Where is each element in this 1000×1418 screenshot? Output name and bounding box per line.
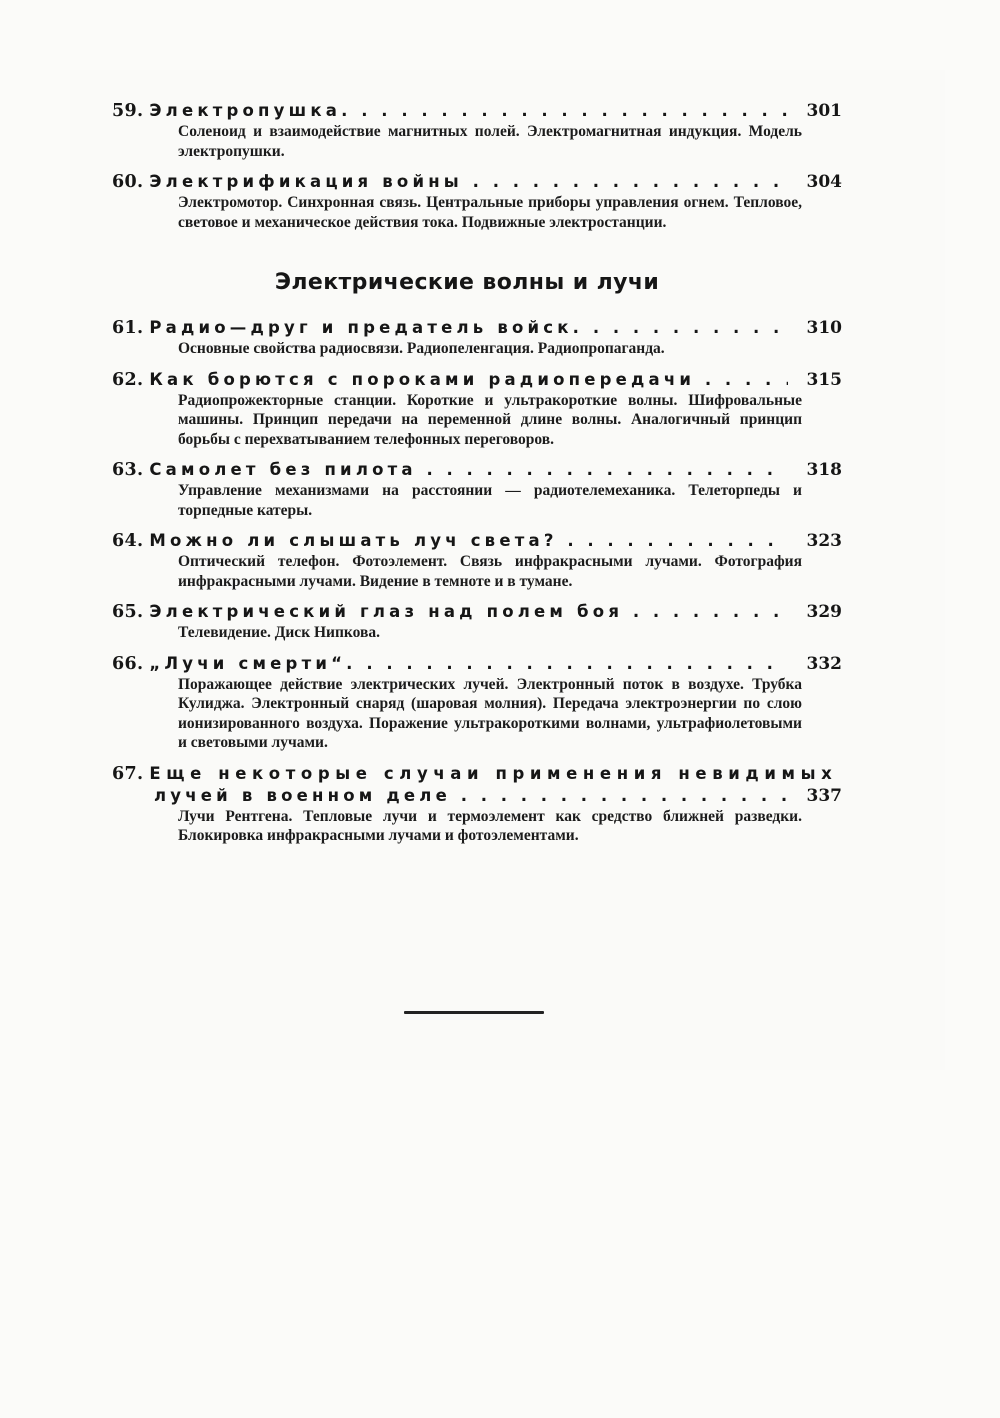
entry-number: 60. [112, 172, 144, 192]
entry-page-number: 337 [806, 785, 842, 806]
entry-title[interactable]: Электрический глаз над полем боя . . . [149, 601, 788, 623]
entry-number: 61. [112, 318, 144, 338]
entry-description: Поражающее действие электрических лучей. Электронный поток в воздухе. Трубка Кулиджа. Электронный снаряд (шаровая молния). Передача электроэнергии по слою ионизированного воздуха. Поражение ультракороткими волнами, ультрафиолетовыми и световыми лучами. [178, 675, 802, 751]
entry-title-line-2[interactable]: лучей в военном деле . . . [154, 785, 788, 807]
toc-entry-heading [112, 317, 842, 339]
toc-entry-heading [112, 530, 842, 552]
entry-title[interactable]: Электропушка. . . . [149, 100, 788, 122]
toc-entry-heading [112, 601, 842, 623]
toc-entry-60 [112, 171, 842, 232]
entry-page-number: 301 [806, 101, 842, 121]
toc-entry-66 [112, 653, 842, 753]
entry-number: 66. [112, 653, 144, 674]
entry-page-number: 310 [806, 318, 842, 338]
entry-page-number: 315 [806, 369, 842, 390]
entry-description: Основные свойства радиосвязи. Радиопеленгация. Радиопропаганда. [178, 340, 665, 357]
entry-description: Телевидение. Диск Нипкова. [178, 624, 380, 641]
toc-entry-heading [112, 369, 842, 391]
toc-entry-61 [112, 317, 842, 359]
toc-entry-65 [112, 601, 842, 643]
entry-number: 59. [112, 101, 144, 121]
entry-page-number: 329 [806, 602, 842, 622]
toc-entry-59 [112, 100, 842, 161]
entry-page-number: 318 [806, 460, 842, 480]
entry-page-number: 304 [806, 172, 842, 192]
entry-description: Лучи Рентгена. Тепловые лучи и термоэлемент как средство ближней разведки. Блокировка инфракрасными лучами и фотоэлементами. [178, 807, 802, 844]
entry-description: Оптический телефон. Фотоэлемент. Связь инфракрасными лучами. Фотография инфракрасными лучами. Видение в темноте и в тумане. [178, 553, 802, 590]
entry-title-line-1[interactable]: Еще некоторые случаи применения невидимых [149, 763, 838, 783]
table-of-contents [112, 100, 842, 856]
entry-number: 65. [112, 602, 144, 622]
entry-description: Управление механизмами на расстоянии — радиотелемеханика. Телеторпеды и торпедные катеры. [178, 482, 802, 519]
toc-entry-heading [112, 459, 842, 481]
entry-title[interactable]: Радио—друг и предатель войск. . . . [149, 317, 788, 339]
entry-number: 64. [112, 531, 144, 551]
entry-title[interactable]: „Лучи смерти“. . . . [149, 653, 788, 675]
entry-description: Электромотор. Синхронная связь. Центральные приборы управления огнем. Тепловое, световое и механическое действия тока. Подвижные электростанции. [178, 194, 802, 231]
entry-title[interactable]: Как борются с пороками радиопередачи . . . [149, 369, 788, 391]
entry-title[interactable]: Можно ли слышать луч света? . . . [149, 530, 788, 552]
section-heading: Электрические волны и лучи [274, 270, 660, 295]
entry-description: Радиопрожекторные станции. Короткие и ультракороткие волны. Шифровальные машины. Принцип передачи на переменной длине волны. Аналогичный принцип борьбы с перехватыванием телефонных переговоров. [178, 391, 802, 448]
toc-entry-heading [112, 763, 842, 807]
toc-entry-63 [112, 459, 842, 520]
toc-entry-heading [112, 171, 842, 193]
entry-page-number: 332 [806, 653, 842, 674]
entry-number: 63. [112, 460, 144, 480]
closing-rule [404, 1011, 544, 1014]
toc-entry-heading [112, 653, 842, 675]
toc-entry-67 [112, 763, 842, 846]
entry-page-number: 323 [806, 531, 842, 551]
toc-entry-heading [112, 100, 842, 122]
entry-title[interactable]: Самолет без пилота . . . [149, 459, 788, 481]
toc-entry-62 [112, 369, 842, 450]
toc-entry-64 [112, 530, 842, 591]
entry-number: 62. [112, 369, 144, 390]
entry-number: 67. [112, 763, 144, 784]
entry-description: Соленоид и взаимодействие магнитных полей. Электромагнитная индукция. Модель электропушки. [178, 123, 802, 160]
entry-title[interactable]: Электрификация войны . . . [149, 171, 788, 193]
